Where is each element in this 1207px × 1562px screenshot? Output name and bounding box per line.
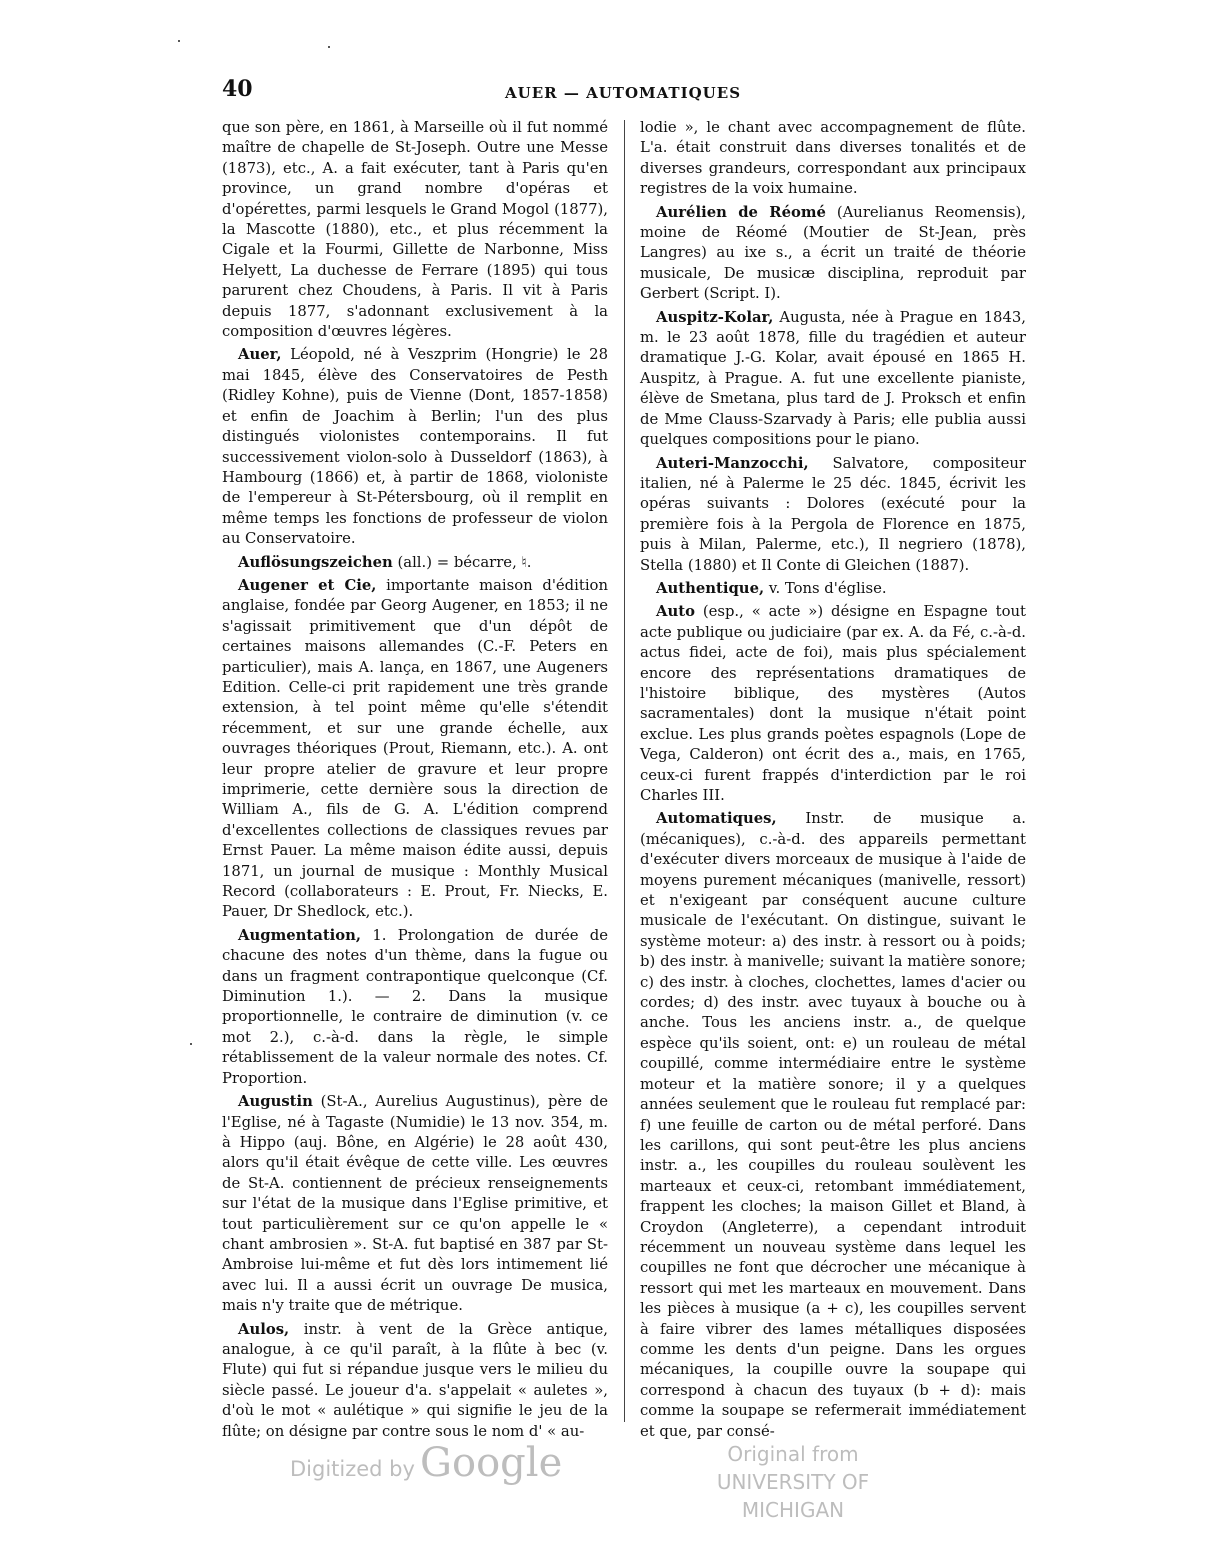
entry-text: (esp., « acte ») désigne en Espagne tout acte publique ou judiciaire (par ex. A. da Fé, c.-à-d. actus fidei, acte de foi), mais plus spécialement encore des représentations dramatiques de l'histoire biblique, des mystères (Autos sacramentales) dont la musique n'était point exclue. Les plus grands poètes espagnols (Lope de Vega, Calderon) ont écrit des a., mais, en 1765, ceux-ci furent frappés d'interdiction par le roi Charles III. <box>640 603 1026 804</box>
entry-text: Instr. de musique a. (mécaniques), c.-à-d. des appareils permettant d'exécuter divers morceaux de musique à l'aide de moyens purement mécaniques (manivelle, ressort) et n'exigeant par conséquent aucune culture musicale de l'exécutant. On distingue, suivant le système moteur: a) des instr. à ressort ou à poids; b) des instr. à manivelle; suivant la matière sonore; c) des instr. à cloches, clochettes, lames d'acier ou cordes; d) des instr. avec tuyaux à bouche ou à anche. Tous les anciens instr. a., de quelque espèce qu'ils soient, ont: e) un rouleau de métal coupillé, comme intermédiaire entre le système moteur et la matière sonore; il y a quelques années seulement que le rouleau fut remplacé par: f) une feuille de carton ou de métal perforé. Dans les carillons, qui sont peut-être les plus anciens instr. a., les coupilles du rouleau soulèvent les marteaux et ceux-ci, retombant immédiatement, frappent les cloches; la maison Gillet et Bland, à Croydon (Angleterre), a cependant introduit récemment un nouveau système dans lequel les coupilles ne font que décrocher une mécanique à ressort qui met les marteaux en mouvement. Dans les pièces à musique (a + c), les coupilles servent à faire vibrer des lames métalliques disposées comme les dents d'un peigne. Dans les orgues mécaniques, la coupille ouvre la soupape qui correspond à chacun des tuyaux (b + d): mais comme la soupape se refermerait immédiatement et que, par consé- <box>640 810 1026 1440</box>
entry <box>222 926 608 1089</box>
entry <box>640 118 1026 200</box>
entry-text: (St-A., Aurelius Augustinus), père de l'Eglise, né à Tagaste (Numidie) le 13 nov. 354, m. à Hippo (auj. Bône, en Algérie) le 28 août 430, alors qu'il était évêque de cette ville. Les œuvres de St-A. contiennent de précieux renseignements sur l'état de la musique dans l'Eglise primitive, et tout particulièrement sur ce qu'on appelle le « chant ambrosien ». St-A. fut baptisé en 387 par St-Ambroise lui-même et fut dès lors intimement lié avec lui. Il a aussi écrit un ouvrage De musica, mais n'y traite que de métrique. <box>222 1093 608 1315</box>
google-logo: Google <box>420 1440 563 1486</box>
right-column <box>640 118 1026 1445</box>
scan-speck <box>190 1043 192 1045</box>
entry <box>640 579 1026 599</box>
entry <box>640 203 1026 305</box>
entry <box>222 118 608 342</box>
scan-speck <box>328 46 330 48</box>
entry <box>222 1320 608 1442</box>
entry <box>222 1092 608 1316</box>
left-column <box>222 118 608 1445</box>
entry-headword: Augustin <box>238 1093 313 1111</box>
entry-headword: Auflösungszeichen <box>238 553 393 571</box>
column-divider <box>624 120 625 1422</box>
page-number: 40 <box>222 76 253 102</box>
entry-headword: Augmentation, <box>238 926 362 944</box>
entry-text: (Aurelianus Reomensis), moine de Réomé (Moutier de St-Jean, près Langres) au ixe s., a écrit un traité de théorie musicale, De musicæ disciplina, reproduit par Gerbert (Script. I). <box>640 203 1026 303</box>
entry-text: Augusta, née à Prague en 1843, m. le 23 août 1878, fille du tragédien et auteur dramatique J.-G. Kolar, avait épousé en 1865 H. Auspitz, à Prague. A. fut une excellente pianiste, élève de Smetana, plus tard de J. Proksch et enfin de Mme Clauss-Szarvady à Paris; elle publia aussi quelques compositions pour le piano. <box>640 308 1026 449</box>
entry-headword: Auteri-Manzocchi, <box>656 454 809 472</box>
entry <box>222 576 608 923</box>
entry <box>640 454 1026 576</box>
entry-text: importante maison d'édition anglaise, fondée par Georg Augener, en 1853; il ne s'agissait primitivement que d'un dépôt de certaines maisons allemandes (C.-F. Peters en particulier), mais A. lança, en 1867, une Augeners Edition. Celle-ci prit rapidement une très grande extension, à tel point même qu'elle s'étendit récemment, et sur une grande échelle, aux ouvrages théoriques (Prout, Riemann, etc.). A. ont leur propre atelier de gravure et leur propre imprimerie, cette dernière sous la direction de William A., fils de G. A. L'édition comprend d'excellentes collections de classiques revues par Ernst Pauer. La même maison édite aussi, depuis 1871, un journal de musique : Monthly Musical Record (collaborateurs : E. Prout, Fr. Niecks, E. Pauer, Dr Shedlock, etc.). <box>222 576 608 921</box>
entry <box>640 308 1026 451</box>
digitized-by-watermark <box>290 1440 562 1486</box>
university-label: UNIVERSITY OF MICHIGAN <box>716 1470 870 1522</box>
original-from-label: Original from <box>727 1442 859 1466</box>
entry-headword: Aurélien de Réomé <box>656 203 826 221</box>
running-head: AUER — AUTOMATIQUES <box>505 84 742 102</box>
entry-text: v. Tons d'église. <box>764 579 887 597</box>
entry-headword: Augener et Cie, <box>238 576 377 594</box>
scan-speck <box>178 40 180 42</box>
entry-text: (all.) = bécarre, ♮. <box>392 553 532 571</box>
entry-headword: Aulos, <box>238 1320 290 1338</box>
entry <box>222 345 608 549</box>
original-from-watermark <box>668 1440 918 1524</box>
entry-text: 1. Prolongation de durée de chacune des notes d'un thème, dans la fugue ou dans un fragment contrapontique quelconque (Cf. Diminution 1.). — 2. Dans la musique proportionnelle, le contraire de diminution (v. ce mot 2.), c.-à-d. dans la règle, le simple rétablissement de la valeur normale des notes. Cf. Proportion. <box>222 926 608 1087</box>
digitized-prefix: Digitized by <box>290 1457 415 1481</box>
entry-headword: Authentique, <box>656 579 765 597</box>
entry <box>640 602 1026 806</box>
entry-text: instr. à vent de la Grèce antique, analogue, à ce qu'il paraît, à la flûte à bec (v. Flute) qui fut si répandue jusque vers le milieu du siècle passé. Le joueur d'a. s'appelait « auletes », d'où le mot « aulétique » qui signifie le jeu de la flûte; on désigne par contre sous le nom d' « au- <box>222 1320 608 1440</box>
entry-text: Salvatore, compositeur italien, né à Palerme le 25 déc. 1845, écrivit les opéras suivants : Dolores (exécuté pour la première fois à la Pergola de Florence en 1875, puis à Milan, Palerme, etc.), Il negriero (1878), Stella (1880) et Il Conte di Gleichen (1887). <box>640 454 1026 574</box>
entry-text: que son père, en 1861, à Marseille où il fut nommé maître de chapelle de St-Joseph. Outre une Messe (1873), etc., A. a fait exécuter, tant à Paris qu'en province, un grand nombre d'opéras et d'opérettes, parmi lesquels le Grand Mogol (1877), la Mascotte (1880), etc., et plus récemment la Cigale et la Fourmi, Gillette de Narbonne, Miss Helyett, La duchesse de Ferrare (1895) qui tous parurent chez Choudens, à Paris. Il vit à Paris depuis 1877, s'adonnant exclusivement à la composition d'œuvres légères. <box>222 119 608 341</box>
entry <box>222 553 608 573</box>
entry <box>640 809 1026 1442</box>
entry-text: Léopold, né à Veszprim (Hongrie) le 28 mai 1845, élève des Conservatoires de Pesth (Ridley Kohne), puis de Vienne (Dont, 1857-1858) et enfin de Joachim à Berlin; l'un des plus distingués violonistes contemporains. Il fut successivement violon-solo à Dusseldorf (1863), à Hambourg (1866) et, à partir de 1868, violoniste de l'empereur à St-Pétersbourg, où il remplit en même temps les fonctions de professeur de violon au Conservatoire. <box>222 346 608 548</box>
entry-headword: Auto <box>656 603 695 621</box>
entry-headword: Automatiques, <box>656 810 777 828</box>
entry-headword: Auspitz-Kolar, <box>656 308 774 326</box>
entry-headword: Auer, <box>238 346 282 364</box>
entry-text: lodie », le chant avec accompagnement de flûte. L'a. était construit dans diverses tonalités et de diverses grandeurs, correspondant aux principaux registres de la voix humaine. <box>640 119 1026 198</box>
